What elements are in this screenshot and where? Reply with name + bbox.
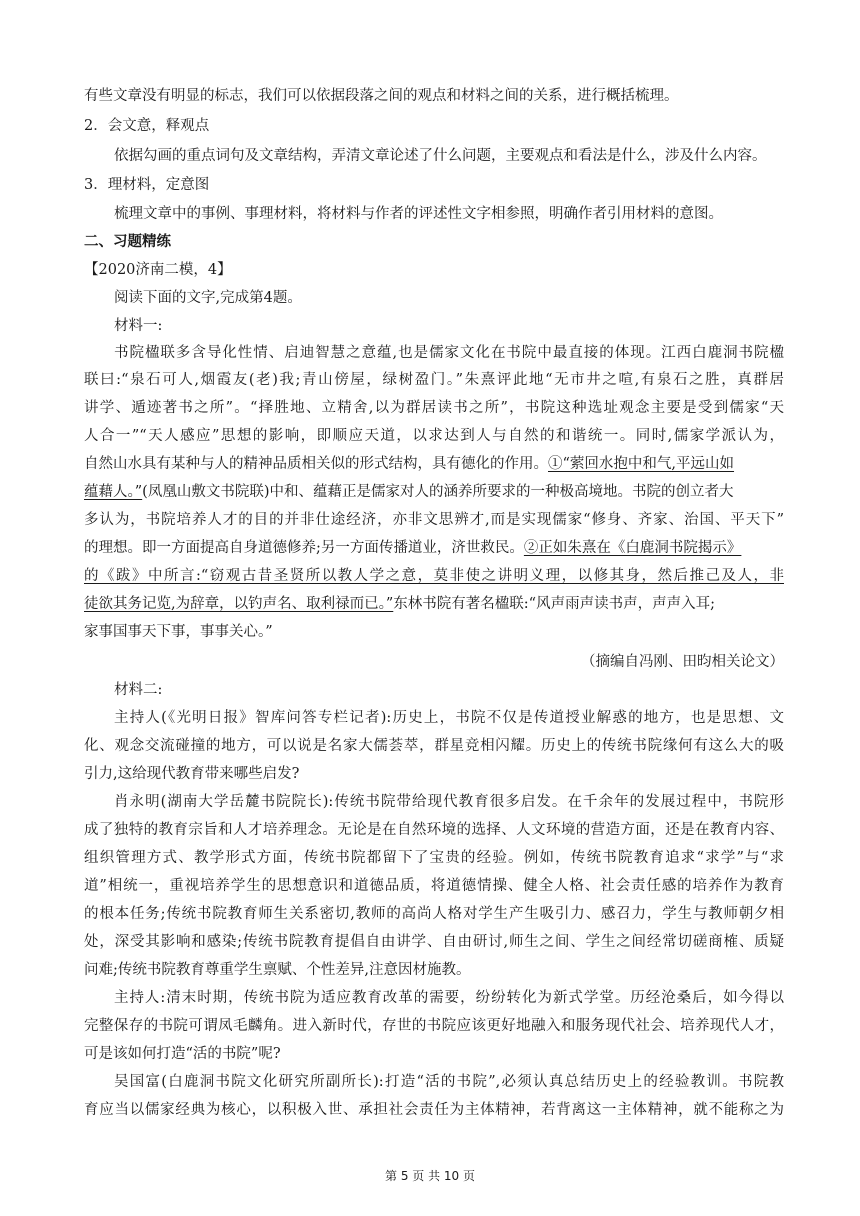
text-line: 育应当以儒家经典为核心，以积极入世、承担社会责任为主体精神，若背离这一主体精神，就不能称之为 xyxy=(84,1102,784,1118)
exam-source: 【2020济南二模，4】 xyxy=(84,262,232,278)
text-segment: 东林书院有著名楹联:“风声雨声读书声，声声入耳; xyxy=(393,596,715,612)
section-title: 二、习题精练 xyxy=(84,233,171,250)
page-footer: 第 5 页 共 10 页 xyxy=(385,1169,475,1183)
text-line: 书院楹联多含导化性情、启迪智慧之意蕴,也是儒家文化在书院中最直接的体现。江西白鹿洞书院楹 xyxy=(114,345,784,361)
text-line: 家事国事天下事，事事关心。” xyxy=(84,624,273,640)
text-segment: 的理想。即一方面提高自身道德修养;另一方面传播道业，济世救民。 xyxy=(84,540,524,556)
text-line: 化、观念交流碰撞的地方，可以说是名家大儒荟萃，群星竞相闪耀。历史上的传统书院缘何有这么大的吸 xyxy=(84,738,784,754)
text-line: 人合一”“天人感应”思想的影响，即顺应天道，以求达到人与自然的和谐统一。同时,儒家学派认为， xyxy=(84,428,784,444)
underlined-quote-1: ①“萦回水抱中和气,平远山如 xyxy=(548,456,735,472)
text-line: 成了独特的教育宗旨和人才培养理念。无论是在自然环境的选择、人文环境的营造方面，还是在教育内容、 xyxy=(84,822,784,838)
underlined-quote-2: ②正如朱熹在《白鹿洞书院揭示》 xyxy=(523,540,742,556)
text-line: 吴国富(白鹿洞书院文化研究所副所长):打造“活的书院”,必须认真总结历史上的经验教训。书院教 xyxy=(114,1074,784,1090)
text-line: 引力,这给现代教育带来哪些启发? xyxy=(84,766,300,782)
text-line: 组织管理方式、教学形式方面，传统书院都留下了宝贵的经验。例如，传统书院教育追求“求学”与“求 xyxy=(84,850,784,866)
section-heading: 2．会文意，释观点 xyxy=(84,118,210,134)
text-line xyxy=(84,594,784,614)
text-line: 多认为，书院培养人才的目的并非仕途经济，亦非文思辨才,而是实现儒家“修身、齐家、治国、平天下” xyxy=(84,512,784,528)
text-line: 的根本任务;传统书院教育师生关系密切,教师的高尚人格对学生产生吸引力、感召力，学生与教师朝夕相 xyxy=(84,906,784,922)
text-line: 联曰:“泉石可人,烟霞友(老)我;青山傍屋，绿树盈门。”朱熹评此地“无市井之喧,有泉石之胜，真群居 xyxy=(84,372,784,388)
text-line: 问难;传统书院教育尊重学生禀赋、个性差异,注意因材施教。 xyxy=(84,962,471,978)
text-line: 主持人(《光明日报》智库问答专栏记者):历史上，书院不仅是传道授业解惑的地方，也是思想、文 xyxy=(114,710,784,726)
text-line: 主持人:清末时期，传统书院为适应教育改革的需要，纷纷转化为新式学堂。历经沧桑后，如今得以 xyxy=(114,990,784,1006)
text-line: 讲学、遁迹著书之所”。“择胜地、立精舍,以为群居读书之所”，书院这种选址观念主要是受到儒家“天 xyxy=(84,400,784,416)
text-segment: 自然山水具有某种与人的精神品质相关似的形式结构，具有德化的作用。 xyxy=(84,456,548,472)
underlined-quote-2-cont: 的《跋》中所言:“窃观古昔圣贤所以教人学之意，莫非使之讲明义理，以修其身，然后推己及人，非 xyxy=(84,568,784,584)
text-line: 肖永明(湖南大学岳麓书院院长):传统书院带给现代教育很多启发。在千余年的发展过程中，书院形 xyxy=(114,794,784,810)
underlined-quote-2-end: 徒欲其务记览,为辞章，以钓声名、取利禄而已。” xyxy=(84,596,394,612)
text-line: 可是该如何打造“活的书院”呢? xyxy=(84,1046,281,1062)
underlined-quote-1-end: 蕴藉人。” xyxy=(84,484,143,500)
text-line: 道”相统一，重视培养学生的思想意识和道德品质，将道德情操、健全人格、社会责任感的培养作为教育 xyxy=(84,878,784,894)
text-line: 依据勾画的重点词句及文章结构，弄清文章论述了什么问题，主要观点和看法是什么，涉及什么内容。 xyxy=(114,148,767,164)
text-segment: (凤凰山敷文书院联)中和、蕴藉正是儒家对人的涵养所要求的一种极高境地。书院的创立者大 xyxy=(142,484,734,500)
text-line xyxy=(84,538,784,558)
text-line: 有些文章没有明显的标志，我们可以依据段落之间的观点和材料之间的关系，进行概括梳理。 xyxy=(84,88,679,104)
text-line: 处，深受其影响和感染;传统书院教育提倡自由讲学、自由研讨,师生之间、学生之间经常切磋商榷、质疑 xyxy=(84,934,784,950)
instruction: 阅读下面的文字,完成第4题。 xyxy=(114,290,302,306)
section-heading: 3．理材料，定意图 xyxy=(84,177,210,193)
material-heading: 材料二: xyxy=(114,682,163,698)
text-line xyxy=(84,482,784,502)
citation: （摘编自冯刚、田昀相关论文） xyxy=(581,654,784,670)
material-heading: 材料一: xyxy=(114,318,163,334)
text-line: 完整保存的书院可谓凤毛麟角。进入新时代，存世的书院应该更好地融入和服务现代社会、培养现代人才， xyxy=(84,1018,784,1034)
text-line xyxy=(84,454,784,474)
text-line: 梳理文章中的事例、事理材料，将材料与作者的评述性文字相参照，明确作者引用材料的意图。 xyxy=(114,206,723,222)
